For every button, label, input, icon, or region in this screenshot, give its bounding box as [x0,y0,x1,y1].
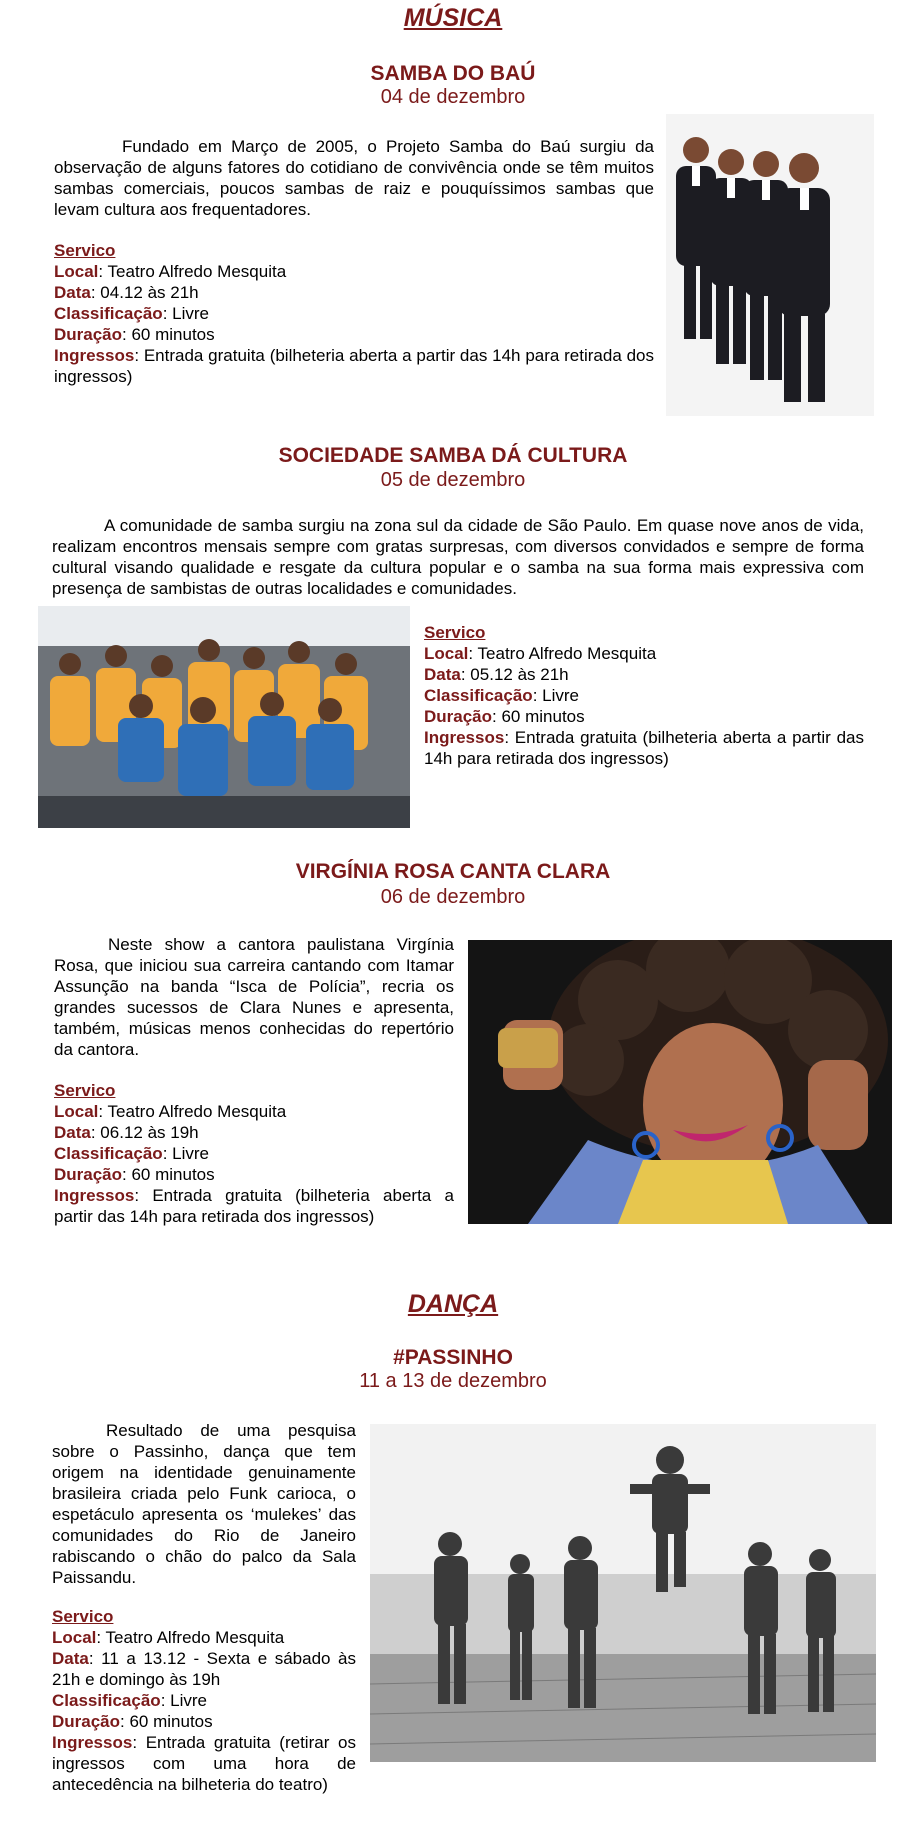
service-info-sociedade-samba [424,622,864,769]
rating-value: : Livre [162,1144,209,1163]
event-description-sociedade-samba: A comunidade de samba surgiu na zona sul da cidade de São Paulo. Em quase nove anos de vida, realizam encontros mensais sempre com gratas surpresas, com diversos convidados e sempre de forma cultural visando qualidade e resgate da cultura popular e o samba na sua forma mais expressiva com presença de sambistas de outras localidades e comunidades. [52,516,864,598]
event-date-samba-do-bau: 04 de dezembro [380,86,526,108]
service-info-passinho [52,1606,356,1795]
local-label: Local [52,1628,97,1647]
section-heading-danca: DANÇA [407,1290,499,1318]
rating-value: : Livre [162,304,209,323]
rating-label: Classificação [54,1144,163,1163]
tickets-value: : Entrada gratuita (bilheteria aberta a partir das 14h para retirada dos ingressos) [424,728,864,768]
duration-value: : 60 minutos [122,1165,215,1184]
event-date-virginia-rosa: 06 de dezembro [380,886,526,908]
event-date-sociedade-samba: 05 de dezembro [380,469,526,491]
date-label: Data [54,283,91,302]
local-label: Local [54,262,99,281]
photo-virginia-rosa [468,940,892,1224]
event-title-passinho: #PASSINHO [393,1346,513,1369]
date-value: : 04.12 às 21h [90,283,199,302]
duration-label: Duração [52,1712,121,1731]
photo-sociedade-samba [38,606,410,828]
tickets-value: : Entrada gratuita (bilheteria aberta a partir das 14h para retirada dos ingressos) [54,346,654,386]
date-label: Data [54,1123,91,1142]
service-heading: Servico [52,1607,114,1626]
local-label: Local [424,644,469,663]
tickets-value: : Entrada gratuita (bilheteria aberta a partir das 14h para retirada dos ingressos) [54,1186,454,1226]
local-value: : Teatro Alfredo Mesquita [468,644,657,663]
date-value: : 11 a 13.12 - Sexta e sábado às 21h e domingo às 19h [52,1649,356,1689]
duration-label: Duração [424,707,493,726]
photo-samba-do-bau [666,114,874,416]
duration-value: : 60 minutos [120,1712,213,1731]
local-label: Local [54,1102,99,1121]
service-info-samba-do-bau [54,240,654,387]
date-label: Data [424,665,461,684]
date-label: Data [52,1649,89,1668]
event-date-passinho: 11 a 13 de dezembro [359,1370,547,1392]
section-heading-musica: MÚSICA [403,4,503,32]
rating-label: Classificação [52,1691,161,1710]
local-value: : Teatro Alfredo Mesquita [96,1628,285,1647]
duration-label: Duração [54,1165,123,1184]
date-value: : 06.12 às 19h [90,1123,199,1142]
rating-label: Classificação [54,304,163,323]
tickets-label: Ingressos [52,1733,133,1752]
service-heading: Servico [424,623,486,642]
local-value: : Teatro Alfredo Mesquita [98,1102,287,1121]
event-title-sociedade-samba: SOCIEDADE SAMBA DÁ CULTURA [278,444,628,467]
event-description-virginia-rosa: Neste show a cantora paulistana Virgínia Rosa, que iniciou sua carreira cantando com Itamar Assunção na banda “Isca de Polícia”, recria os grandes sucessos de Clara Nunes e apresenta, também, músicas menos conhecidas do repertório da cantora. [54,935,454,1059]
service-info-virginia-rosa [54,1080,454,1227]
event-title-virginia-rosa: VIRGÍNIA ROSA CANTA CLARA [295,860,611,883]
tickets-label: Ingressos [54,1186,135,1205]
tickets-label: Ingressos [424,728,505,747]
duration-label: Duração [54,325,123,344]
rating-value: : Livre [532,686,579,705]
event-description-samba-do-bau: Fundado em Março de 2005, o Projeto Samba do Baú surgiu da observação de alguns fatores do cotidiano de convivência onde se têm muitos sambas comerciais, poucos sambas de raiz e pouquíssimos sambas que levam cultura aos frequentadores. [54,137,654,219]
tickets-value: : Entrada gratuita (retirar os ingressos com uma hora de antecedência na bilheteria do teatro) [52,1733,356,1794]
duration-value: : 60 minutos [492,707,585,726]
event-description-passinho: Resultado de uma pesquisa sobre o Passinho, dança que tem origem na identidade genuinamente brasileira criada pelo Funk carioca, o espetáculo apresenta os ‘mulekes’ das comunidades do Rio de Janeiro rabiscando o chão do palco da Sala Paissandu. [52,1421,356,1587]
rating-label: Classificação [424,686,533,705]
tickets-label: Ingressos [54,346,135,365]
duration-value: : 60 minutos [122,325,215,344]
service-heading: Servico [54,1081,116,1100]
service-heading: Servico [54,241,116,260]
event-title-samba-do-bau: SAMBA DO BAÚ [370,62,536,85]
local-value: : Teatro Alfredo Mesquita [98,262,287,281]
rating-value: : Livre [160,1691,207,1710]
photo-passinho [370,1424,876,1762]
date-value: : 05.12 às 21h [460,665,569,684]
